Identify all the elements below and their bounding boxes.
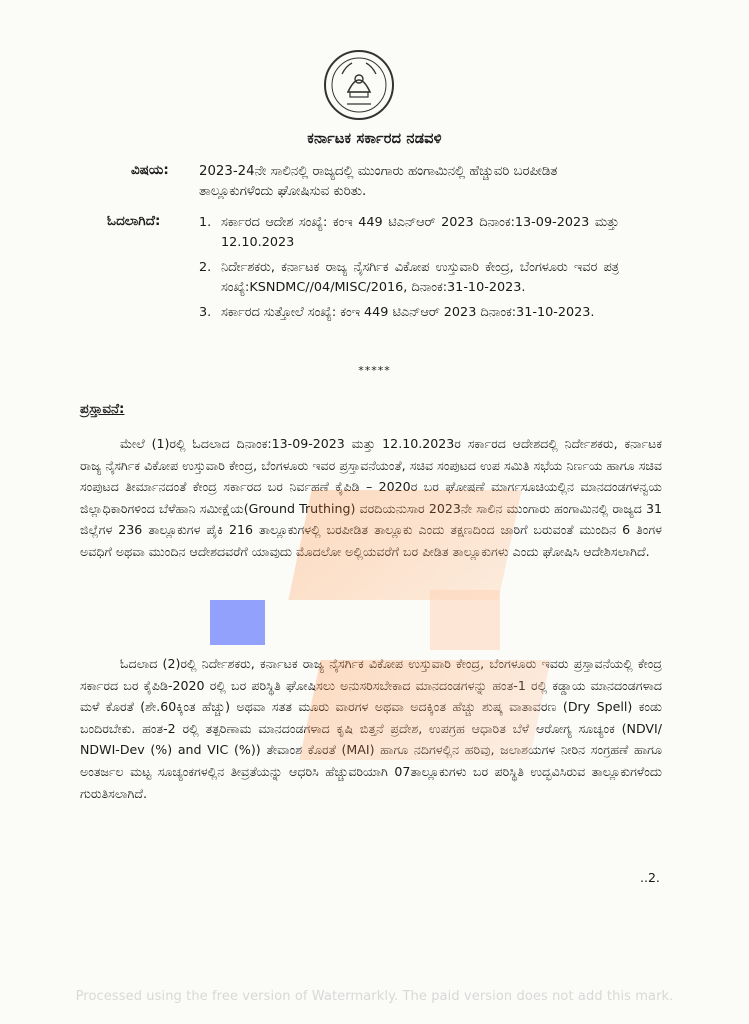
reference-text: ಸರ್ಕಾರದ ಸುತ್ತೋಲೆ ಸಂಖ್ಯೆ: ಕಂಇ 449 ಟಿಎನ್‌ಆರ್ 2023 ದಿನಾಂಕ:31-10-2023. [221,305,595,320]
reference-number: 3. [199,305,212,320]
watermark-shape [430,590,500,650]
page-number: ..2. [640,870,660,885]
state-emblem-icon [322,48,396,122]
preamble-heading: ಪ್ರಸ್ತಾವನೆ: [80,401,125,417]
reference-text: ಸರ್ಕಾರದ ಆದೇಶ ಸಂಖ್ಯೆ: ಕಂಇ 449 ಟಿಎನ್‌ಆರ್ 2023 ದಿನಾಂಕ:13-09-2023 ಮತ್ತು 12.10.2023 [221,215,619,250]
subject-label: ವಿಷಯ: [131,162,169,178]
page-title: ಕರ್ನಾಟಕ ಸರ್ಕಾರದ ನಡವಳಿ [307,131,442,147]
reference-number: 1. [199,215,212,230]
preamble-paragraph-1: ಮೇಲೆ (1)ರಲ್ಲಿ ಓದಲಾದ ದಿನಾಂಕ:13-09-2023 ಮತ್ತು 12.10.2023ರ ಸರ್ಕಾರದ ಆದೇಶದಲ್ಲಿ ನಿರ್ದೇಶಕರು, ಕರ್ನಾಟಕ ರಾಜ್ಯ ನೈಸರ್ಗಿಕ ವಿಕೋಪ ಉಸ್ತುವಾರಿ ಕೇಂದ್ರ, ಬೆಂಗಳೂರು ಇವರ ಪ್ರಸ್ತಾವನೆಯಂತೆ, ಸಚಿವ ಸಂಪುಟದ ಉಪ ಸಮಿತಿ ಸಭೆಯ ನಿರ್ಣಯ ಹಾಗೂ ಸಚಿವ ಸಂಪುಟದ ತೀರ್ಮಾನದಂತೆ ಕೇಂದ್ರ ಸರ್ಕಾರದ ಬರ ನಿರ್ವಹಣೆ ಕೈಪಿಡಿ – 2020ರ ಬರ ಘೋಷಣೆ ಮಾರ್ಗಸೂಚಿಯಲ್ಲಿನ ಮಾನದಂಡಗಳನ್ವಯ ಜಿಲ್ಲಾಧಿಕಾರಿಗಳಿಂದ ಬೆಳೆಹಾನಿ ಸಮೀಕ್ಷೆಯ(Ground Truthing) ವರದಿಯನುಸಾರ 2023ನೇ ಸಾಲಿನ ಮುಂಗಾರು ಹಂಗಾಮಿನಲ್ಲಿ ರಾಜ್ಯದ 31 ಜಿಲ್ಲೆಗಳ 236 ತಾಲ್ಲೂಕುಗಳ ಪೈಕಿ 216 ತಾಲ್ಲೂಕುಗಳಲ್ಲಿ ಬರಪೀಡಿತ ತಾಲ್ಲೂಕು ಎಂದು ತಕ್ಷಣದಿಂದ ಜಾರಿಗೆ ಬರುವಂತೆ ಮುಂದಿನ 6 ತಿಂಗಳ ಅವಧಿಗೆ ಅಥವಾ ಮುಂದಿನ ಆದೇಶದವರೆಗೆ ಯಾವುದು ಮೊದಲೋ ಅಲ್ಲಿಯವರೆಗೆ ಬರ ಪೀಡಿತ ತಾಲ್ಲೂಕುಗಳು ಎಂದು ಘೋಷಿಸಿ ಆದೇಶಿಸಲಾಗಿದೆ. [80,436,662,559]
footer-watermark-text: Processed using the free version of Watermarkly. The paid version does not add this mark. [75,989,674,1004]
reference-item [199,213,619,252]
reference-item [199,303,619,323]
preamble-paragraph-2: ಓದಲಾದ (2)ರಲ್ಲಿ ನಿರ್ದೇಶಕರು, ಕರ್ನಾಟಕ ರಾಜ್ಯ ನೈಸರ್ಗಿಕ ವಿಕೋಪ ಉಸ್ತುವಾರಿ ಕೇಂದ್ರ, ಬೆಂಗಳೂರು ಇವರು ಪ್ರಸ್ತಾವನೆಯಲ್ಲಿ ಕೇಂದ್ರ ಸರ್ಕಾರದ ಬರ ಕೈಪಿಡಿ-2020 ರಲ್ಲಿ ಬರ ಪರಿಸ್ಥಿತಿ ಘೋಷಿಸಲು ಅನುಸರಿಸಬೇಕಾದ ಮಾನದಂಡಗಳನ್ನು ಹಂತ-1 ರಲ್ಲಿ ಕಡ್ಡಾಯ ಮಾನದಂಡಗಳಾದ ಮಳೆ ಕೊರತೆ (ಶೇ.60ಕ್ಕಿಂತ ಹೆಚ್ಚು) ಅಥವಾ ಸತತ ಮೂರು ವಾರಗಳ ಅಥವಾ ಅದಕ್ಕಿಂತ ಹೆಚ್ಚು ಶುಷ್ಕ ವಾತಾವರಣ (Dry Spell) ಕಂಡು ಬಂದಿರಬೇಕು. ಹಂತ-2 ರಲ್ಲಿ ತತ್ಪರಿಣಾಮ ಮಾನದಂಡಗಳಾದ ಕೃಷಿ ಬಿತ್ತನೆ ಪ್ರದೇಶ, ಉಪಗ್ರಹ ಆಧಾರಿತ ಬೆಳೆ ಆರೋಗ್ಯ ಸೂಚ್ಯಂಕ (NDVI/ NDWI-Dev (%) and VIC (%)) ತೇವಾಂಶ ಕೊರತೆ (MAI) ಹಾಗೂ ನದಿಗಳಲ್ಲಿನ ಹರಿವು, ಜಲಾಶಯಗಳ ನೀರಿನ ಸಂಗ್ರಹಣೆ ಹಾಗೂ ಅಂತರ್ಜಲ ಮಟ್ಟ ಸೂಚ್ಯಂಕಗಳಲ್ಲಿನ ತೀವ್ರತೆಯನ್ನು ಆಧರಿಸಿ ಹೆಚ್ಚುವರಿಯಾಗಿ 07ತಾಲ್ಲೂಕುಗಳು ಬರ ಪರಿಸ್ಥಿತಿ ಉದ್ಭವಿಸಿರುವ ತಾಲ್ಲೂಕುಗಳೆಂದು ಗುರುತಿಸಲಾಗಿದೆ. [80,656,662,801]
reference-number: 2. [199,260,212,275]
reference-text: ನಿರ್ದೇಶಕರು, ಕರ್ನಾಟಕ ರಾಜ್ಯ ನೈಸರ್ಗಿಕ ವಿಕೋಪ ಉಸ್ತುವಾರಿ ಕೇಂದ್ರ, ಬೆಂಗಳೂರು ಇವರ ಪತ್ರ ಸಂಖ್ಯೆ:KSNDMC//04/MISC/2016, ದಿನಾಂಕ:31-10-2023. [221,260,619,295]
section-separator: ***** [358,364,391,377]
watermark-shape [210,600,265,645]
subject-text: 2023-24ನೇ ಸಾಲಿನಲ್ಲಿ ರಾಜ್ಯದಲ್ಲಿ ಮುಂಗಾರು ಹಂಗಾಮಿನಲ್ಲಿ ಹೆಚ್ಚುವರಿ ಬರಪೀಡಿತ ತಾಲ್ಲೂಕುಗಳೆಂದು ಘೋಷಿಸುವ ಕುರಿತು. [199,164,558,199]
reference-item [199,258,619,297]
references-list [199,213,619,329]
references-label: ಓದಲಾಗಿದೆ: [107,213,161,229]
